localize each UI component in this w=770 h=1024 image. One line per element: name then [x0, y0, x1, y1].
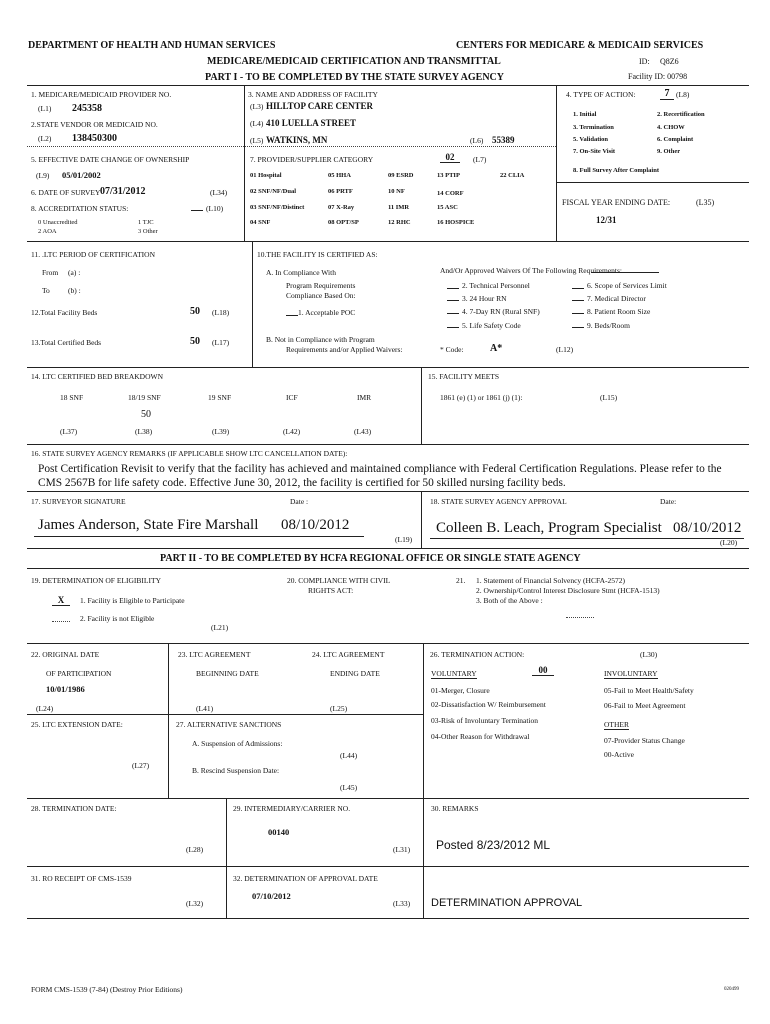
intermediary-label: 29. INTERMEDIARY/CARRIER NO.	[233, 804, 351, 813]
l27-code: (L27)	[132, 761, 150, 770]
divider	[168, 714, 169, 798]
item21-opt: 1. Statement of Financial Solvency (HCFA-2572)	[476, 576, 626, 585]
accred-opt: 1 TJC	[138, 219, 154, 226]
rule	[27, 85, 749, 86]
l19-code: (L19)	[395, 535, 413, 544]
facility-street: 410 LUELLA STREET	[266, 118, 357, 128]
accred-blank	[191, 210, 203, 211]
waiver-item: 3. 24 Hour RN	[462, 294, 507, 303]
l9-code: (L9)	[36, 171, 50, 180]
accred-label: 8. ACCREDITATION STATUS:	[31, 204, 129, 213]
other-opt: 00-Active	[604, 750, 634, 759]
elig-mark: X	[52, 595, 70, 606]
remarks-line-2: CMS 2567B for life safety code. Effective June 30, 2012, the facility is certified for 50 skilled nursing facility beds.	[38, 477, 566, 489]
divider	[421, 367, 422, 444]
involuntary-label: INVOLUNTARY	[604, 669, 658, 678]
term-value: 00	[532, 665, 554, 676]
category-opt: 11 IMR	[388, 204, 410, 211]
waiver-item: 2. Technical Personnel	[462, 281, 530, 290]
l12-code: (L12)	[556, 345, 574, 354]
facility-id: Facility ID: 00798	[628, 72, 688, 81]
rule	[27, 241, 749, 242]
elig-label: 19. DETERMINATION OF ELIGIBILITY	[31, 576, 161, 585]
category-opt: 05 HHA	[328, 172, 351, 179]
category-opt: 04 SNF	[250, 219, 271, 226]
divider	[226, 798, 227, 918]
waiver-item: 4. 7-Day RN (Rural SNF)	[462, 307, 540, 316]
intermediary-no: 00140	[268, 827, 290, 837]
waiver-item: 5. Life Safety Code	[462, 321, 521, 330]
alt-sanctions-label: 27. ALTERNATIVE SANCTIONS	[176, 720, 282, 729]
category-opt: 07 X-Ray	[328, 204, 355, 211]
ltc-end-label-2: ENDING DATE	[330, 669, 380, 678]
waiver-blank	[572, 288, 584, 289]
approval-signature: Colleen B. Leach, Program Specialist	[436, 520, 662, 536]
agency-left: DEPARTMENT OF HEALTH AND HUMAN SERVICES	[28, 40, 276, 51]
rule	[27, 444, 749, 445]
from-a: (a) :	[68, 268, 81, 277]
waiver-blank	[572, 313, 584, 314]
l28-code: (L28)	[186, 845, 204, 854]
ext-label: 25. LTC EXTENSION DATE:	[31, 720, 123, 729]
vendor-no: 138450300	[72, 133, 117, 144]
meets-text: 1861 (e) (1) or 1861 (j) (1):	[440, 393, 523, 402]
req-waivers: Requirements and/or Applied Waivers:	[286, 345, 403, 354]
l25-code: (L25)	[330, 704, 348, 713]
action-opt: 1. Initial	[573, 111, 597, 118]
waiver-item: 8. Patient Room Size	[587, 307, 651, 316]
surveyor-date-label: Date :	[290, 497, 309, 506]
rule	[556, 182, 749, 183]
total-beds-label: 12.Total Facility Beds	[31, 308, 98, 317]
other-opt: 07-Provider Status Change	[604, 736, 685, 745]
category-opt: 13 PTIP	[437, 172, 460, 179]
divider	[168, 643, 169, 714]
facility-zip: 55389	[492, 135, 515, 145]
signature-line	[430, 538, 744, 539]
code-value: A*	[490, 343, 503, 354]
bed-col: IMR	[357, 393, 372, 402]
bed-code: (L37)	[60, 427, 78, 436]
survey-date-label: 6. DATE OF SURVEY	[31, 188, 101, 197]
item21-num: 21.	[456, 576, 466, 585]
remarks-line-1: Post Certification Revisit to verify that the facility has achieved and maintained compliance with Federal Certification Regulations. Please refer to the	[38, 463, 722, 475]
program-req: Program Requirements	[286, 281, 356, 290]
form-number: FORM CMS-1539 (7-84) (Destroy Prior Editions)	[31, 985, 183, 994]
waiver-item: 9. Beds/Room	[587, 321, 630, 330]
l45-code: (L45)	[340, 783, 358, 792]
category-opt: 10 NF	[388, 188, 405, 195]
determination-approval: DETERMINATION APPROVAL	[431, 897, 583, 909]
signature-line	[34, 536, 364, 537]
to-label: To	[42, 286, 50, 295]
ltc-begin-label-2: BEGINNING DATE	[196, 669, 259, 678]
form-title: MEDICARE/MEDICAID CERTIFICATION AND TRANSMITTAL	[207, 56, 501, 67]
total-beds: 50	[190, 306, 200, 317]
waiver-item: 7. Medical Director	[587, 294, 646, 303]
ro-receipt-label: 31. RO RECEIPT OF CMS-1539	[31, 874, 132, 883]
l34-code: (L34)	[210, 188, 228, 197]
action-opt: 4. CHOW	[657, 124, 685, 131]
bed-code: (L38)	[135, 427, 153, 436]
rescind-label: B. Rescind Suspension Date:	[192, 766, 280, 775]
ltc-breakdown-label: 14. LTC CERTIFIED BED BREAKDOWN	[31, 372, 163, 381]
category-opt: 15 ASC	[437, 204, 458, 211]
l4-code: (L4)	[250, 119, 264, 128]
certified-beds-label: 13.Total Certified Beds	[31, 338, 102, 347]
suspension-label: A. Suspension of Admissions:	[192, 739, 283, 748]
rule	[27, 798, 749, 799]
acceptable-poc: 1. Acceptable POC	[298, 308, 356, 317]
fiscal-label: FISCAL YEAR ENDING DATE:	[562, 198, 671, 207]
id-label: ID:	[639, 57, 650, 66]
action-opt: 9. Other	[657, 148, 681, 155]
bed-col: ICF	[286, 393, 298, 402]
surveyor-date: 08/10/2012	[281, 517, 350, 533]
category-opt: 06 PRTF	[328, 188, 353, 195]
code-label: * Code:	[440, 345, 464, 354]
name-addr-label: 3. NAME AND ADDRESS OF FACILITY	[248, 90, 378, 99]
action-label: 4. TYPE OF ACTION:	[566, 90, 636, 99]
id-value: Q8Z6	[660, 57, 679, 66]
l20-code: (L20)	[720, 538, 738, 547]
l31-code: (L31)	[393, 845, 411, 854]
rule	[27, 568, 749, 569]
invol-opt: 06-Fail to Meet Agreement	[604, 701, 686, 710]
bed-code: (L39)	[212, 427, 230, 436]
category-opt: 02 SNF/NF/Dual	[250, 188, 297, 195]
action-opt: 3. Termination	[573, 124, 614, 131]
eff-change-date: 05/01/2002	[62, 170, 101, 180]
waiver-blank	[572, 300, 584, 301]
rule	[27, 918, 749, 919]
divider	[423, 643, 424, 798]
surveyor-sig-label: 17. SURVEYOR SIGNATURE	[31, 497, 126, 506]
agency-right: CENTERS FOR MEDICARE & MEDICAID SERVICES	[456, 40, 704, 51]
action-opt: 5. Validation	[573, 136, 609, 143]
action-opt: 2. Recertification	[657, 111, 705, 118]
l1-code: (L1)	[38, 104, 52, 113]
provider-no-label: 1. MEDICARE/MEDICAID PROVIDER NO.	[31, 90, 172, 99]
l8-code: (L8)	[676, 90, 690, 99]
l17-code: (L17)	[212, 338, 230, 347]
l33-code: (L33)	[393, 899, 411, 908]
rule	[423, 866, 749, 867]
part2-title: PART II - TO BE COMPLETED BY HCFA REGIONAL OFFICE OR SINGLE STATE AGENCY	[160, 553, 581, 564]
waiver-item: 6. Scope of Services Limit	[587, 281, 667, 290]
l15-code: (L15)	[600, 393, 618, 402]
l30-code: (L30)	[640, 650, 658, 659]
rule	[27, 146, 556, 147]
bed-code: (L42)	[283, 427, 301, 436]
ltc-begin-label-1: 23. LTC AGREEMENT	[178, 650, 251, 659]
elig-opt-2: 2. Facility is not Eligible	[80, 614, 155, 623]
waivers-header-line	[591, 272, 659, 273]
item21-blank	[566, 617, 594, 618]
rule	[27, 491, 749, 492]
action-opt: 6. Complaint	[657, 136, 694, 143]
rule	[27, 367, 749, 368]
to-b: (b) :	[68, 286, 81, 295]
bed-value-1819: 50	[141, 409, 151, 420]
term-action-label: 26. TERMINATION ACTION:	[430, 650, 525, 659]
orig-date-label-1: 22. ORIGINAL DATE	[31, 650, 100, 659]
orig-date-label-2: OF PARTICIPATION	[46, 669, 112, 678]
part1-title: PART I - TO BE COMPLETED BY THE STATE SURVEY AGENCY	[205, 72, 504, 83]
l3-code: (L3)	[250, 102, 264, 111]
l10-code: (L10)	[206, 204, 224, 213]
l21-code: (L21)	[211, 623, 229, 632]
remarks-30-label: 30. REMARKS	[431, 804, 479, 813]
rule	[27, 714, 423, 715]
survey-date: 07/31/2012	[100, 186, 146, 197]
item21-opt: 3. Both of the Above :	[476, 596, 543, 605]
voluntary-label: VOLUNTARY	[431, 669, 477, 678]
elig-blank-2	[52, 621, 70, 622]
eff-change-label: 5. EFFECTIVE DATE CHANGE OF OWNERSHIP	[31, 155, 190, 164]
accred-opt: 3 Other	[138, 228, 158, 235]
waiver-blank	[447, 288, 459, 289]
divider	[244, 146, 245, 241]
waivers-header: And/Or Approved Waivers Of The Following Requirements:	[440, 266, 623, 275]
certified-as-label: 10.THE FACILITY IS CERTIFIED AS:	[257, 250, 378, 259]
rule	[27, 548, 749, 549]
divider	[421, 491, 422, 548]
l32-code: (L32)	[186, 899, 204, 908]
category-value: 02	[440, 152, 460, 163]
action-value: 7	[660, 88, 674, 100]
category-label: 7. PROVIDER/SUPPLIER CATEGORY	[250, 155, 374, 164]
divider	[244, 85, 245, 146]
divider	[252, 241, 253, 367]
rule	[27, 643, 749, 644]
l44-code: (L44)	[340, 751, 358, 760]
waiver-blank	[447, 300, 459, 301]
meets-label: 15. FACILITY MEETS	[428, 372, 500, 381]
certified-beds: 50	[190, 336, 200, 347]
elig-opt-1: 1. Facility is Eligible to Participate	[80, 596, 185, 605]
vol-opt: 02-Dissatisfaction W/ Reimbursement	[431, 700, 546, 709]
category-opt: 22 CLIA	[500, 172, 525, 179]
l18-code: (L18)	[212, 308, 230, 317]
waiver-blank	[447, 327, 459, 328]
l41-code: (L41)	[196, 704, 214, 713]
form-code: 020499	[724, 987, 739, 992]
ltc-period-label: 11. .LTC PERIOD OF CERTIFICATION	[31, 250, 156, 259]
from-label: From	[42, 268, 59, 277]
orig-date: 10/01/1986	[46, 684, 85, 694]
bed-col: 18 SNF	[60, 393, 84, 402]
l24-code: (L24)	[36, 704, 54, 713]
action-opt: 7. On-Site Visit	[573, 148, 616, 155]
l5-code: (L5)	[250, 136, 264, 145]
l2-code: (L2)	[38, 134, 52, 143]
approval-date-32: 07/10/2012	[252, 891, 291, 901]
l7-code: (L7)	[473, 155, 487, 164]
fiscal-date: 12/31	[596, 215, 617, 225]
approval-date-label: Date:	[660, 497, 677, 506]
action-opt-full: 8. Full Survey After Complaint	[573, 167, 660, 174]
compliance-based: Compliance Based On:	[286, 291, 356, 300]
accred-opt: 0 Unaccredited	[38, 219, 78, 226]
approval-date-label-32: 32. DETERMINATION OF APPROVAL DATE	[233, 874, 378, 883]
item21-opt: 2. Ownership/Control Interest Disclosure Stmt (HCFA-1513)	[476, 586, 660, 595]
vol-opt: 03-Risk of Involuntary Termination	[431, 716, 539, 725]
vol-opt: 04-Other Reason for Withdrawal	[431, 732, 530, 741]
bed-code: (L43)	[354, 427, 372, 436]
waiver-blank	[447, 313, 459, 314]
category-opt: 08 OPT/SP	[328, 219, 359, 226]
l6-code: (L6)	[470, 136, 484, 145]
bed-col: 19 SNF	[208, 393, 232, 402]
category-opt: 14 CORF	[437, 190, 464, 197]
other-label: OTHER	[604, 720, 629, 729]
bed-col: 18/19 SNF	[128, 393, 161, 402]
civil-label-2: RIGHTS ACT:	[308, 586, 354, 595]
waiver-blank	[572, 327, 584, 328]
remarks-30: Posted 8/23/2012 ML	[436, 838, 551, 852]
accred-opt: 2 AOA	[38, 228, 57, 235]
category-opt: 01 Hospital	[250, 172, 282, 179]
divider	[556, 85, 557, 241]
remarks-label: 16. STATE SURVEY AGENCY REMARKS (IF APPLICABLE SHOW LTC CANCELLATION DATE):	[31, 449, 348, 458]
category-opt: 16 HOSPICE	[437, 219, 475, 226]
l35-code: (L35)	[696, 198, 715, 207]
divider	[423, 798, 424, 918]
rule	[27, 866, 423, 867]
provider-no: 245358	[72, 103, 102, 114]
invol-opt: 05-Fail to Meet Health/Safety	[604, 686, 694, 695]
civil-label-1: 20. COMPLIANCE WITH CIVIL	[287, 576, 391, 585]
facility-city: WATKINS, MN	[266, 135, 328, 145]
approval-date: 08/10/2012	[673, 520, 742, 536]
category-opt: 12 RHC	[388, 219, 411, 226]
not-compliance-b: B. Not in Compliance with Program	[266, 335, 375, 344]
poc-blank	[286, 315, 298, 316]
term-date-label: 28. TERMINATION DATE:	[31, 804, 117, 813]
vendor-label: 2.STATE VENDOR OR MEDICAID NO.	[31, 120, 158, 129]
approval-label: 18. STATE SURVEY AGENCY APPROVAL	[430, 497, 567, 506]
category-opt: 03 SNF/NF/Distinct	[250, 204, 305, 211]
vol-opt: 01-Merger, Closure	[431, 686, 490, 695]
category-opt: 09 ESRD	[388, 172, 414, 179]
surveyor-signature: James Anderson, State Fire Marshall	[38, 517, 259, 533]
ltc-end-label-1: 24. LTC AGREEMENT	[312, 650, 385, 659]
compliance-a: A. In Compliance With	[266, 268, 336, 277]
facility-name: HILLTOP CARE CENTER	[266, 101, 374, 111]
